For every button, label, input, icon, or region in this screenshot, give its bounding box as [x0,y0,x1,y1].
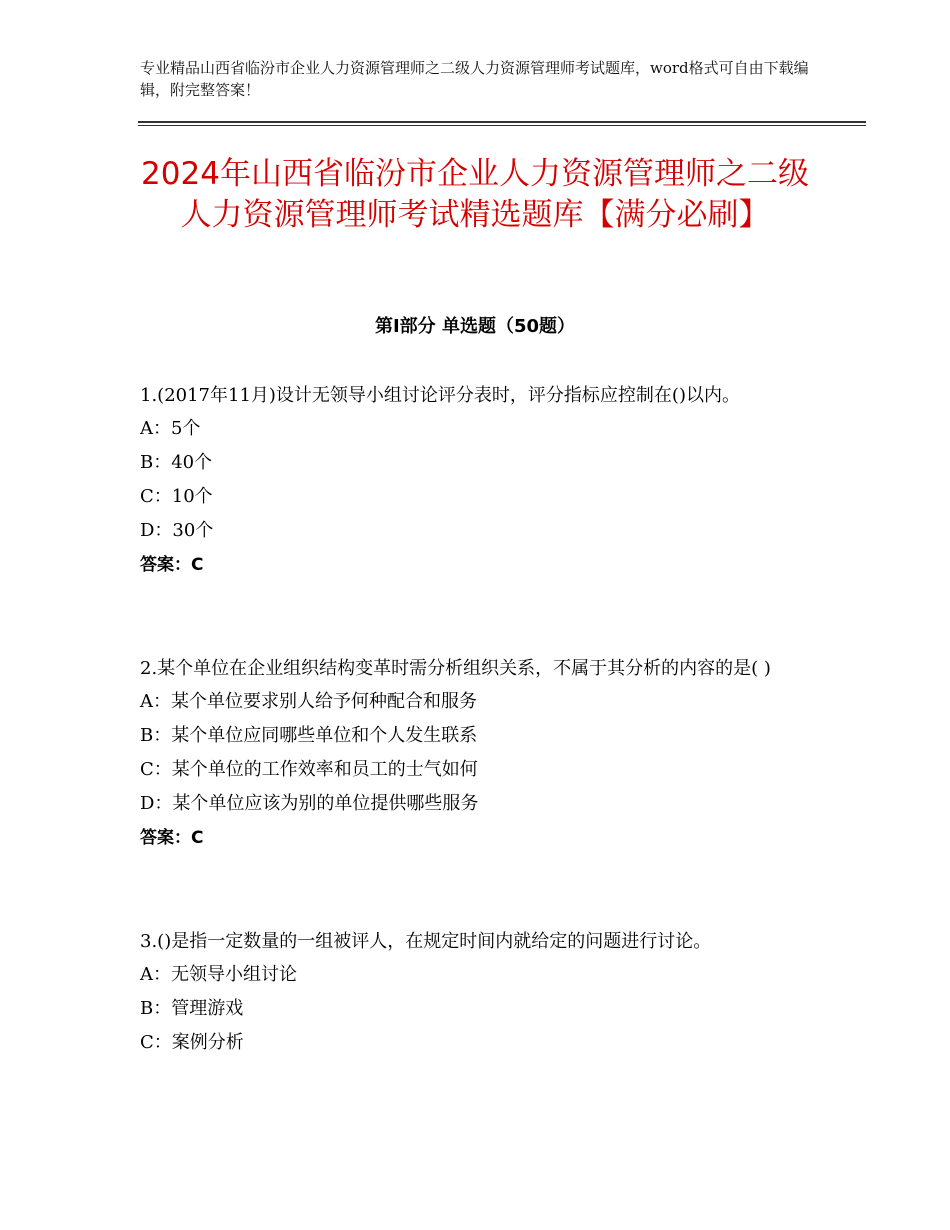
header-note: 专业精品山西省临汾市企业人力资源管理师之二级人力资源管理师考试题库，word格式可自由下载编辑，附完整答案！ [140,59,809,99]
option-c: C：10个 [140,486,213,507]
option-b: B：管理游戏 [140,998,244,1019]
header-divider-thick [138,121,866,123]
section-heading: 第Ⅰ部分 单选题（50题） [374,316,575,337]
question-1 [140,379,820,582]
question-stem: 1.(2017年11月)设计无领导小组讨论评分表时，评分指标应控制在()以内。 [140,385,740,406]
question-stem: 3.()是指一定数量的一组被评人，在规定时间内就给定的问题进行讨论。 [140,931,712,952]
question-3 [140,925,820,1060]
option-d: D：30个 [140,520,214,541]
question-stem: 2.某个单位在企业组织结构变革时需分析组织关系，不属于其分析的内容的是( ) [140,658,771,679]
option-a: A：5个 [140,418,201,439]
question-2 [140,652,820,855]
header-divider-thin [138,125,866,126]
answer: 答案：C [140,828,204,848]
option-b: B：某个单位应同哪些单位和个人发生联系 [140,725,478,746]
option-d: D：某个单位应该为别的单位提供哪些服务 [140,793,479,814]
option-a: A：无领导小组讨论 [140,964,297,985]
option-c: C：某个单位的工作效率和员工的士气如何 [140,759,478,780]
option-b: B：40个 [140,452,213,473]
answer: 答案：C [140,555,204,575]
document-title: 2024年山西省临汾市企业人力资源管理师之二级人力资源管理师考试精选题库【满分必刷】 [141,156,809,233]
option-a: A：某个单位要求别人给予何种配合和服务 [140,691,477,712]
option-c: C：案例分析 [140,1032,244,1053]
